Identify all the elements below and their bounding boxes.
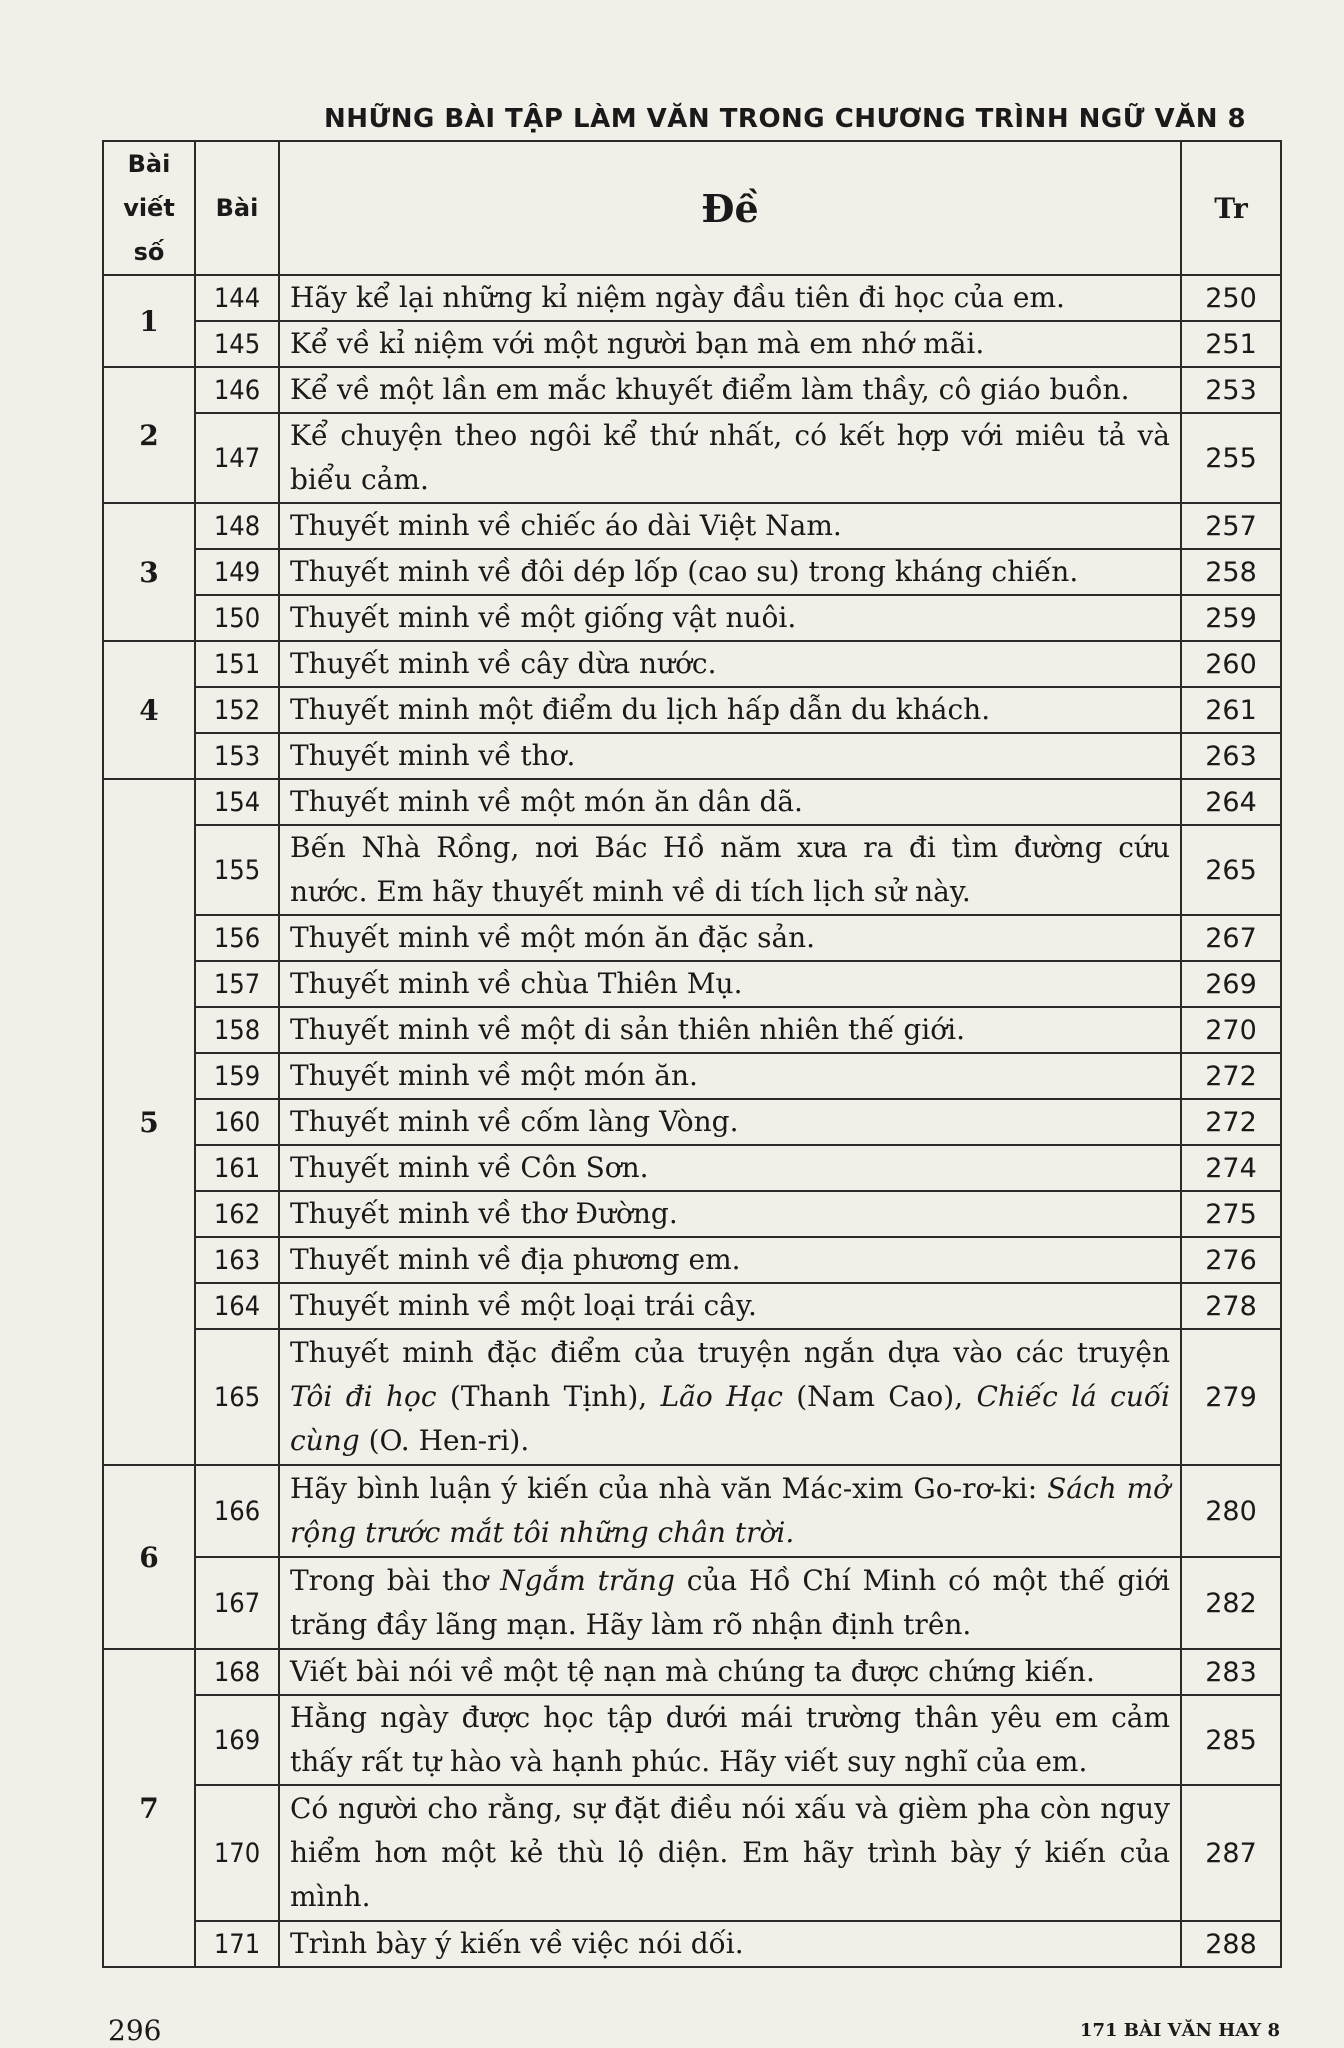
row-topic: Thuyết minh về thơ. [279,733,1181,779]
table-row [103,1237,1281,1283]
row-number: 147 [195,413,279,503]
row-page: 275 [1181,1191,1281,1237]
row-number: 167 [195,1557,279,1649]
header-bai-viet-so [103,141,195,275]
row-number: 171 [195,1921,279,1967]
page-number: 296 [108,2014,162,2047]
row-topic: Thuyết minh về một loại trái cây. [279,1283,1181,1329]
group-cell: 5 [103,779,195,1465]
table-row [103,1557,1281,1649]
row-topic [279,1329,1181,1465]
row-page: 274 [1181,1145,1281,1191]
row-topic: Thuyết minh về một món ăn đặc sản. [279,915,1181,961]
group-cell: 3 [103,503,195,641]
topic-text: (Thanh Tịnh), [436,1380,661,1413]
row-number: 159 [195,1053,279,1099]
row-topic: Thuyết minh về chiếc áo dài Việt Nam. [279,503,1181,549]
table-row [103,1465,1281,1557]
group-cell: 6 [103,1465,195,1649]
table-row [103,1191,1281,1237]
header-bai-viet-so-line-3: số [133,238,165,266]
row-page: 261 [1181,687,1281,733]
row-topic: Trình bày ý kiến về việc nói dối. [279,1921,1181,1967]
table-row [103,733,1281,779]
row-topic: Thuyết minh về chùa Thiên Mụ. [279,961,1181,1007]
row-number: 168 [195,1649,279,1695]
row-number: 170 [195,1785,279,1921]
row-topic: Kể chuyện theo ngôi kể thứ nhất, có kết hợp với miêu tả và biểu cảm. [279,413,1181,503]
row-topic [279,1557,1181,1649]
group-cell: 4 [103,641,195,779]
row-topic: Thuyết minh về Côn Sơn. [279,1145,1181,1191]
row-topic: Bến Nhà Rồng, nơi Bác Hồ năm xưa ra đi tìm đường cứu nước. Em hãy thuyết minh về di tích lịch sử này. [279,825,1181,915]
row-number: 150 [195,595,279,641]
row-page: 259 [1181,595,1281,641]
row-number: 151 [195,641,279,687]
row-topic: Thuyết minh về một giống vật nuôi. [279,595,1181,641]
row-page: 270 [1181,1007,1281,1053]
page-title: NHỮNG BÀI TẬP LÀM VĂN TRONG CHƯƠNG TRÌNH NGỮ VĂN 8 [324,104,1247,134]
topic-text: Thuyết minh đặc điểm của truyện ngắn dựa vào các truyện [290,1336,1170,1369]
table-row [103,1329,1281,1465]
row-page: 269 [1181,961,1281,1007]
table-row [103,1099,1281,1145]
row-page: 263 [1181,733,1281,779]
row-page: 282 [1181,1557,1281,1649]
exercise-table [102,140,1282,1968]
row-page: 276 [1181,1237,1281,1283]
topic-text: (O. Hen-ri). [359,1424,530,1457]
header-bai-viet-so-line-2: viết [123,194,175,222]
row-number: 145 [195,321,279,367]
row-topic: Thuyết minh về cốm làng Vòng. [279,1099,1181,1145]
row-topic [279,1465,1181,1557]
table-row [103,503,1281,549]
group-cell: 7 [103,1649,195,1967]
row-page: 260 [1181,641,1281,687]
row-number: 152 [195,687,279,733]
row-page: 267 [1181,915,1281,961]
row-page: 288 [1181,1921,1281,1967]
quote-text: Sách mở rộng trước mắt tôi những chân trời. [290,1472,1170,1549]
group-cell: 1 [103,275,195,367]
row-number: 153 [195,733,279,779]
row-page: 287 [1181,1785,1281,1921]
header-bai: Bài [195,141,279,275]
row-number: 164 [195,1283,279,1329]
row-topic: Kể về một lần em mắc khuyết điểm làm thầy, cô giáo buồn. [279,367,1181,413]
row-topic: Hãy kể lại những kỉ niệm ngày đầu tiên đi học của em. [279,275,1181,321]
row-number: 169 [195,1695,279,1785]
row-topic: Thuyết minh về đôi dép lốp (cao su) trong kháng chiến. [279,549,1181,595]
row-number: 166 [195,1465,279,1557]
book-title: 171 BÀI VĂN HAY 8 [1079,2020,1280,2041]
row-page: 272 [1181,1099,1281,1145]
row-number: 161 [195,1145,279,1191]
row-topic: Thuyết minh về một món ăn dân dã. [279,779,1181,825]
table-row [103,413,1281,503]
table-row [103,1695,1281,1785]
table-row [103,1145,1281,1191]
group-cell: 2 [103,367,195,503]
row-page: 280 [1181,1465,1281,1557]
row-number: 149 [195,549,279,595]
topic-text: (Nam Cao), [782,1380,977,1413]
row-number: 146 [195,367,279,413]
row-page: 255 [1181,413,1281,503]
row-number: 162 [195,1191,279,1237]
table-row [103,1921,1281,1967]
table-row [103,1053,1281,1099]
row-topic: Thuyết minh về thơ Đường. [279,1191,1181,1237]
table-row [103,687,1281,733]
table-row [103,367,1281,413]
row-page: 257 [1181,503,1281,549]
table-row [103,825,1281,915]
table-row [103,915,1281,961]
work-title: Chiếc lá cuối cùng [290,1380,1170,1457]
row-page: 265 [1181,825,1281,915]
row-page: 285 [1181,1695,1281,1785]
row-page: 250 [1181,275,1281,321]
table-row [103,1785,1281,1921]
table-row [103,275,1281,321]
row-number: 157 [195,961,279,1007]
row-topic: Thuyết minh về một di sản thiên nhiên thế giới. [279,1007,1181,1053]
table-header-row [103,141,1281,275]
table-row [103,1007,1281,1053]
table-row [103,641,1281,687]
row-page: 278 [1181,1283,1281,1329]
table-row [103,961,1281,1007]
row-page: 251 [1181,321,1281,367]
row-topic: Viết bài nói về một tệ nạn mà chúng ta được chứng kiến. [279,1649,1181,1695]
row-page: 264 [1181,779,1281,825]
row-number: 160 [195,1099,279,1145]
header-bai-viet-so-line-1: Bài [127,150,171,178]
row-number: 154 [195,779,279,825]
row-number: 165 [195,1329,279,1465]
table-row [103,321,1281,367]
table-row [103,549,1281,595]
topic-text: Hãy bình luận ý kiến của nhà văn Mác-xim Go-rơ-ki: [290,1472,1048,1505]
work-title: Tôi đi học [290,1380,437,1413]
row-topic: Thuyết minh về một món ăn. [279,1053,1181,1099]
work-title: Lão Hạc [660,1380,783,1413]
row-topic: Hằng ngày được học tập dưới mái trường thân yêu em cảm thấy rất tự hào và hạnh phúc. Hãy viết suy nghĩ của em. [279,1695,1181,1785]
row-number: 156 [195,915,279,961]
row-page: 283 [1181,1649,1281,1695]
topic-text: của Hồ Chí Minh có một thế giới trăng đầy lãng mạn. Hãy làm rõ nhận định trên. [290,1564,1171,1641]
row-page: 253 [1181,367,1281,413]
row-topic: Có người cho rằng, sự đặt điều nói xấu và gièm pha còn nguy hiểm hơn một kẻ thù lộ diện. Em hãy trình bày ý kiến của mình. [279,1785,1181,1921]
row-topic: Kể về kỉ niệm với một người bạn mà em nhớ mãi. [279,321,1181,367]
row-number: 144 [195,275,279,321]
row-number: 163 [195,1237,279,1283]
row-number: 148 [195,503,279,549]
table-row [103,595,1281,641]
table-row [103,1283,1281,1329]
header-de: Đề [279,141,1181,275]
row-page: 258 [1181,549,1281,595]
row-page: 279 [1181,1329,1281,1465]
header-tr: Tr [1181,141,1281,275]
row-topic: Thuyết minh về địa phương em. [279,1237,1181,1283]
work-title: Ngắm trăng [500,1564,675,1597]
row-topic: Thuyết minh về cây dừa nước. [279,641,1181,687]
row-number: 158 [195,1007,279,1053]
row-number: 155 [195,825,279,915]
table-row [103,779,1281,825]
row-topic: Thuyết minh một điểm du lịch hấp dẫn du khách. [279,687,1181,733]
topic-text: Trong bài thơ [290,1564,501,1597]
row-page: 272 [1181,1053,1281,1099]
table-row [103,1649,1281,1695]
